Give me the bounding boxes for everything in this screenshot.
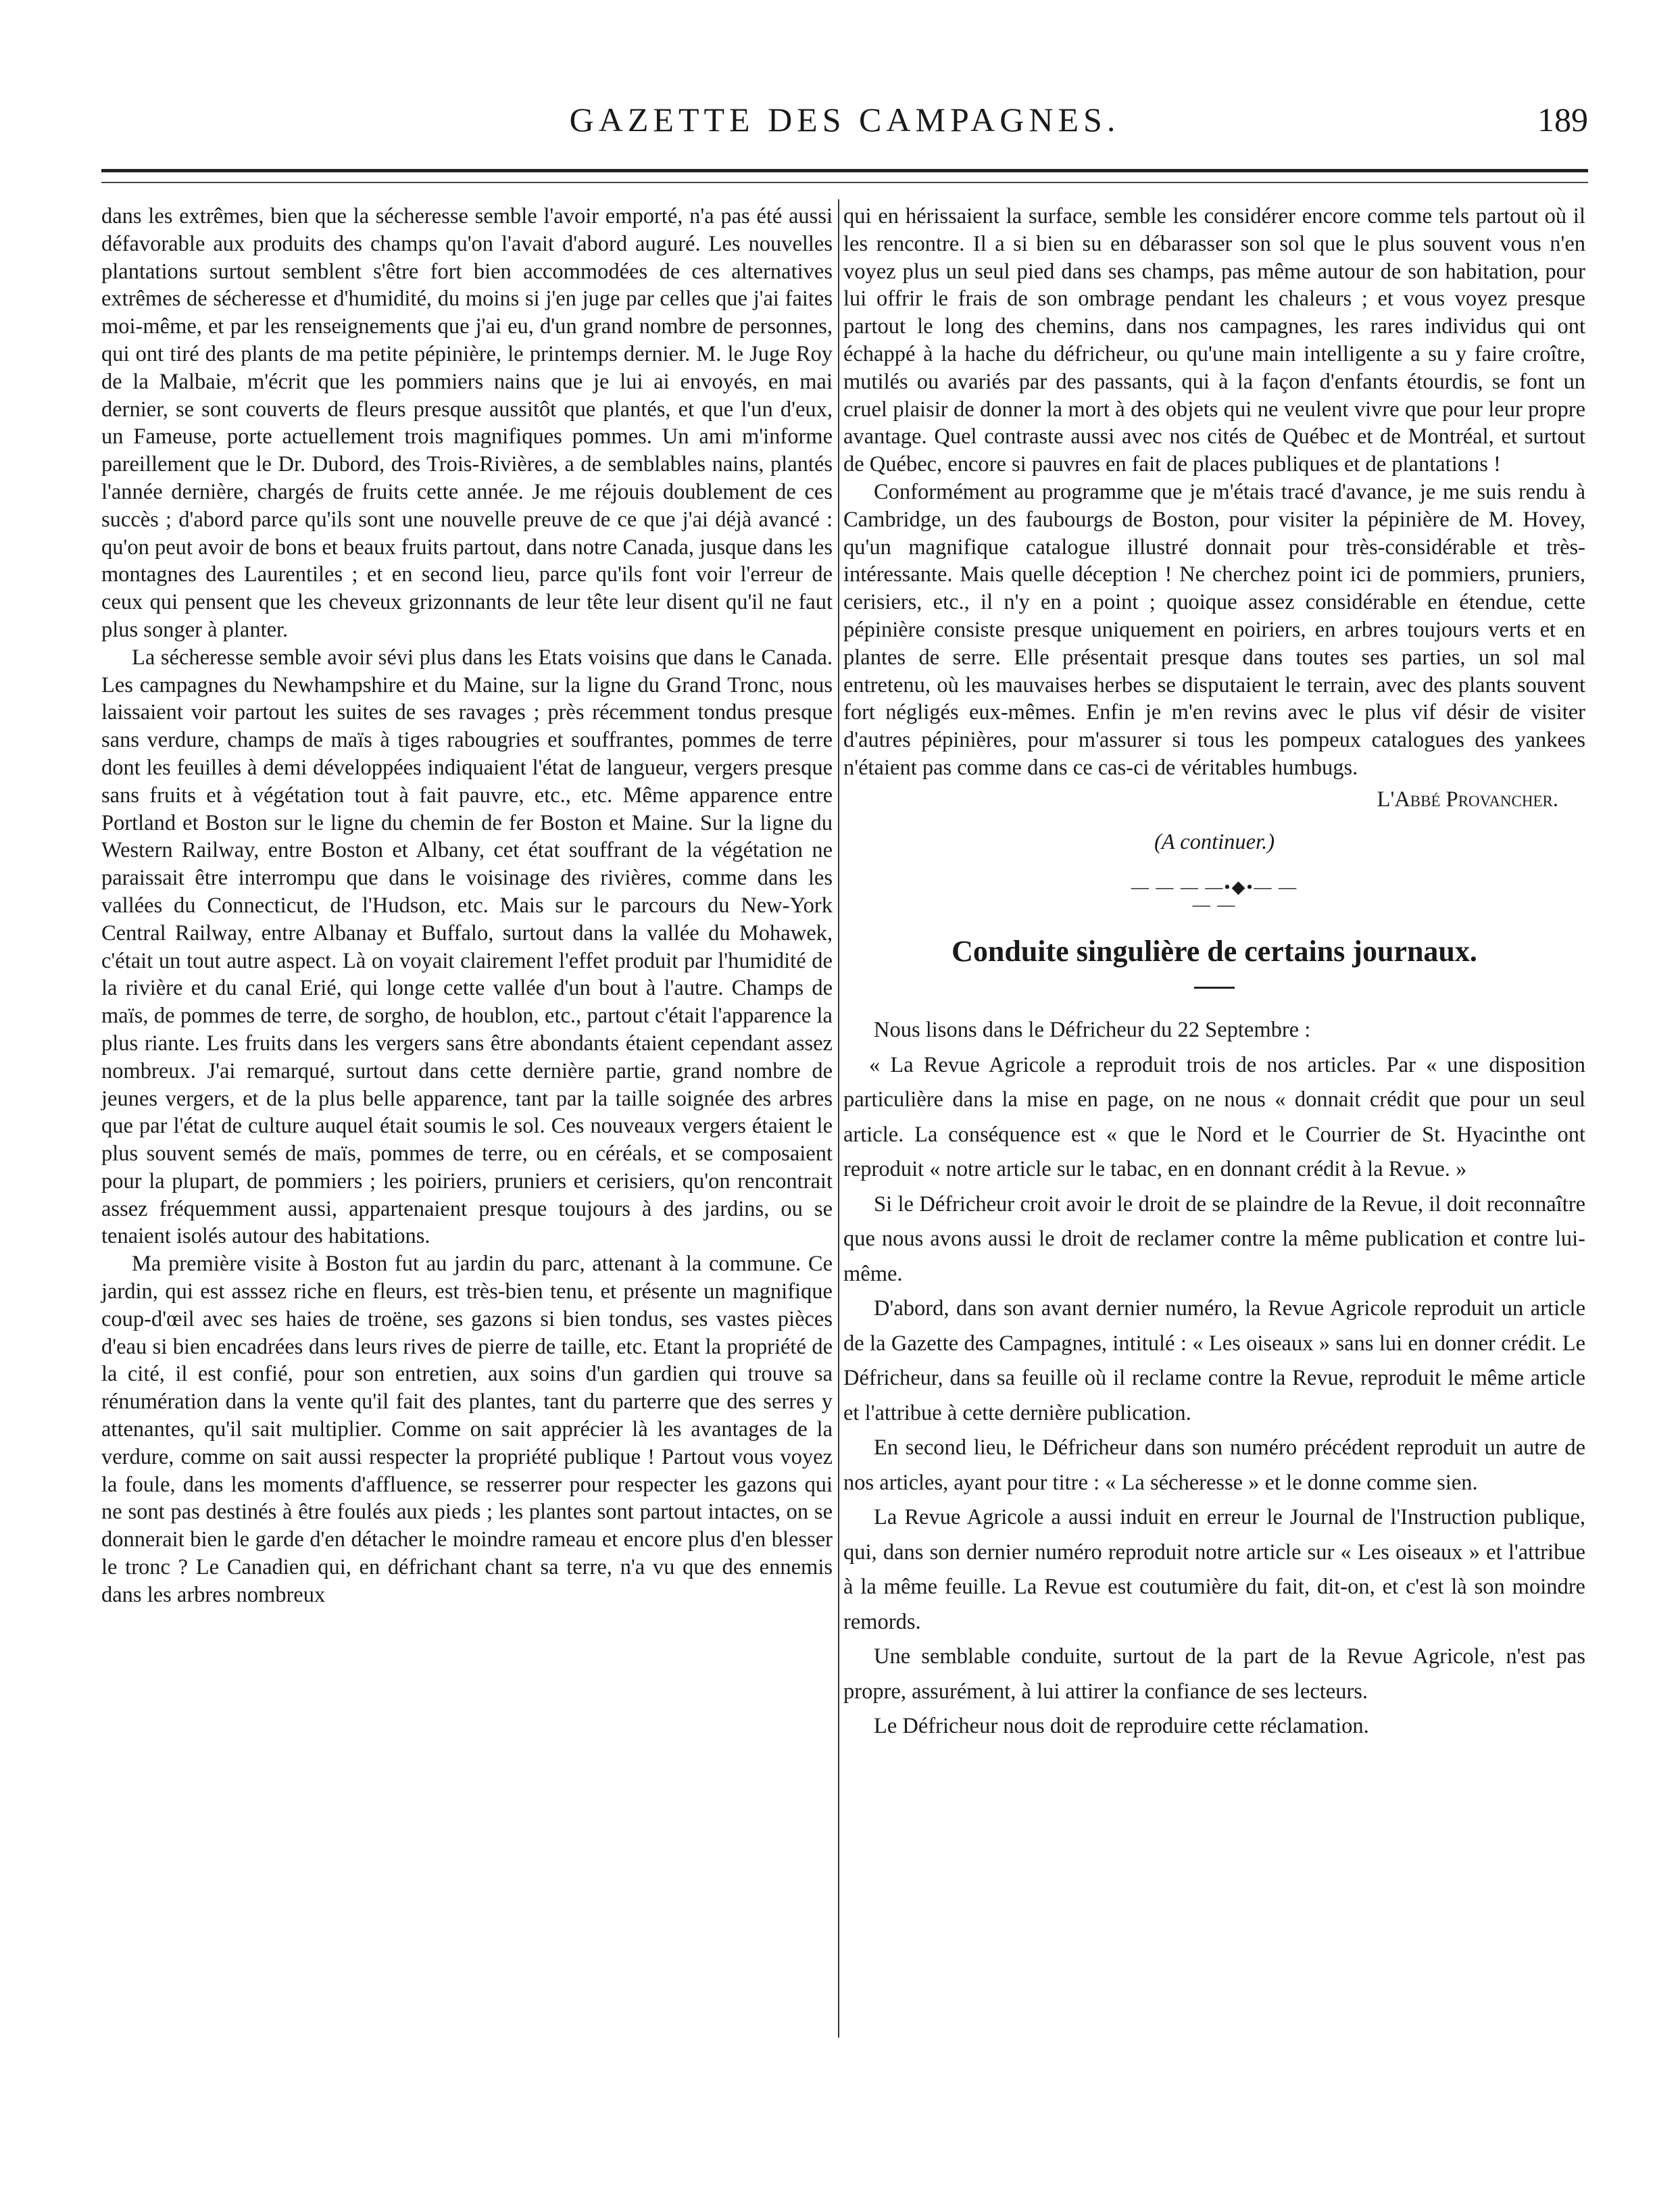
left-column — [101, 203, 833, 1609]
article-body — [843, 1013, 1585, 1744]
paragraph: Une semblable conduite, surtout de la part de la Revue Agricole, n'est pas propre, assurément, à lui attirer la confiance de ses lecteurs. — [843, 1644, 1585, 1704]
column-divider — [838, 199, 839, 2038]
to-be-continued-note: (A continuer.) — [1154, 829, 1275, 854]
title-dash — [1194, 987, 1235, 989]
paragraph: Si le Défricheur croit avoir le droit de se plaindre de la Revue, il doit reconnaître que nous avons aussi le droit de reclamer contre la même publication et contre lui-même. — [843, 1191, 1585, 1286]
paragraph: Le Défricheur nous doit de reproduire cette réclamation. — [874, 1714, 1369, 1739]
paragraph: En second lieu, le Défricheur dans son numéro précédent reproduit un autre de nos articles, ayant pour titre : « La sécheresse » et le donne comme sien. — [843, 1435, 1585, 1495]
paragraph: qui en hérissaient la surface, semble les considérer encore comme tels partout où il les rencontre. Il a si bien su en débarasser son sol que le plus souvent vous n'en voyez plus un seul pied dans ses champs, pas même autour de son habitation, pour lui offrir le frais de son ombrage pendant les chaleurs ; et vous voyez presque partout le long des chemins, dans nos campagnes, les rares individus qui ont échappé à la hache du défricheur, ou qu'une main intelligente a su y faire croître, mutilés ou avariés par des passants, qui à la façon d'enfants étourdis, se font un cruel plaisir de donner la mort à des objets qui ne veulent vivre que pour leur propre avantage. Quel contraste aussi avec nos cités de Québec et de Montréal, et surtout de Québec, encore si pauvres en fait de places publiques et de plantations ! — [843, 204, 1585, 477]
section-ornament: — — — —•◆•— — — — — [1131, 877, 1298, 915]
paragraph: La Revue Agricole a aussi induit en erreur le Journal de l'Instruction publique, qui, dans son dernier numéro reproduit notre article sur « Les oiseaux » et l'attribue à la même feuille. La Revue est coutumière du fait, dit-on, et c'est là son moindre remords. — [843, 1505, 1585, 1634]
author-signature: L'Abbé Provancher. — [1377, 787, 1558, 812]
running-head — [101, 100, 1588, 154]
right-column — [843, 203, 1585, 1744]
header-rule — [101, 169, 1588, 183]
paragraph: dans les extrêmes, bien que la sécheresse semble l'avoir emporté, n'a pas été aussi défavorable aux produits des champs qu'on l'avait d'abord auguré. Les nouvelles plantations surtout semblent s'être fort bien accommodées de ces alternatives extrêmes de sécheresse et d'humidité, du moins si j'en juge par celles que j'ai faites moi-même, et par les renseignements que j'ai eu, d'un grand nombre de personnes, qui ont tiré des plants de ma petite pépinière, le printemps dernier. M. le Juge Roy de la Malbaie, m'écrit que les pommiers nains que je lui ai envoyés, en mai dernier, se sont couverts de fleurs presque aussitôt que plantés, et que l'un d'eux, un Fameuse, porte actuellement trois magnifiques pommes. Un ami m'informe pareillement que le Dr. Dubord, des Trois-Rivières, a de semblables nains, plantés l'année dernière, chargés de fruits cette année. Je me réjouis doublement de ces succès ; d'abord parce qu'ils sont une nouvelle preuve de ce que j'ai déjà avancé : qu'on peut avoir de bons et beaux fruits partout, dans notre Canada, jusque dans les montagnes des Laurentiles ; et en second lieu, parce qu'ils font voir l'erreur de ceux qui pensent que les cheveux grizonnants de leur tête leur disent qu'il ne faut plus songer à planter. — [101, 204, 833, 642]
article-title: Conduite singulière de certains journaux. — [952, 935, 1477, 968]
paragraph: D'abord, dans son avant dernier numéro, la Revue Agricole reproduit un article de la Gazette des Campagnes, intitulé : « Les oiseaux » sans lui en donner crédit. Le Défricheur, dans sa feuille où il reclame contre la Revue, reproduit le même article et l'attribue à cette dernière publication. — [843, 1296, 1585, 1425]
running-title: GAZETTE DES CAMPAGNES. — [569, 101, 1120, 139]
quoted-paragraph: « La Revue Agricole a reproduit trois de nos articles. Par « une disposition particulière dans la mise en page, on ne nous « donnait crédit que pour un seul article. La conséquence est « que le Nord et le Courrier de St. Hyacinthe ont reproduit « notre article sur le tabac, en en donnant crédit à la Revue. » — [843, 1052, 1585, 1182]
page-number: 189 — [1537, 101, 1588, 139]
paragraph: Conformément au programme que je m'étais tracé d'avance, je me suis rendu à Cambridge, un des faubourgs de Boston, pour visiter la pépinière de M. Hovey, qu'un magnifique catalogue illustré donnait pour très-considérable et très-intéressante. Mais quelle déception ! Ne cherchez point ici de pommiers, pruniers, cerisiers, etc., il n'y en a point ; quoique assez considérable en étendue, cette pépinière consiste presque uniquement en poiriers, en arbres toujours verts et en plantes de serre. Elle présentait presque dans toutes ses parties, un sol mal entretenu, où les mauvaises herbes se disputaient le terrain, avec des plants souvent fort négligés eux-mêmes. Enfin je m'en revins avec le plus vif désir de visiter d'autres pépinières, pour m'assurer si tous les pompeux catalogues des yankees n'étaient pas comme dans ce cas-ci de véritables humbugs. — [843, 479, 1585, 780]
paragraph: La sécheresse semble avoir sévi plus dans les Etats voisins que dans le Canada. Les campagnes du Newhampshire et du Maine, sur la ligne du Grand Tronc, nous laissaient voir partout les suites de ses ravages ; près récemment tondus presque sans verdure, champs de maïs à tiges rabougries et souffrantes, pommes de terre dont les feuilles à demi développées indiquaient l'état de langueur, vergers presque sans fruits et à végétation tout à fait pauvre, etc., etc. Même apparence entre Portland et Boston sur le ligne du chemin de fer Boston et Maine. Sur la ligne du Western Railway, entre Boston et Albany, cet état souffrant de la végétation ne paraissait être interrompu que dans le voisinage des rivières, comme dans les vallées du Connecticut, de l'Hudson, etc. Mais sur le parcours du New-York Central Railway, entre Albanay et Buffalo, surtout dans la vallée du Mohawek, c'était un tout autre aspect. Là on voyait clairement l'effet produit par l'humidité de la rivière et du canal Erié, qui longe cette vallée d'un bout à l'autre. Champs de maïs, de pommes de terre, de sorgho, de houblon, etc., partout c'était l'apparence la plus riante. Les fruits dans les vergers sans être abondants étaient cependant assez nombreux. J'ai remarqué, surtout dans cette dernière partie, grand nombre de jeunes vergers, et de la plus belle apparence, tant par la taille soignée des arbres que par l'état de culture auquel était soumis le sol. Ces nouveaux vergers étaient le plus souvent semés de maïs, pommes de terre, ou en céréals, et se composaient pour la plupart, de pommiers ; les poiriers, pruniers et cerisiers, qu'on rencontrait assez fréquemment aussi, appartenaient presque toujours à des jardins, ou se tenaient isolés autour des habitations. — [101, 645, 833, 1249]
paragraph: Nous lisons dans le Défricheur du 22 Septembre : — [874, 1018, 1311, 1043]
paragraph: Ma première visite à Boston fut au jardin du parc, attenant à la commune. Ce jardin, qui est asssez riche en fleurs, est très-bien tenu, et présente un magnifique coup-d'œil avec ses haies de troëne, ses gazons si bien tondus, ses vastes pièces d'eau si bien encadrées dans leurs rives de pierre de taille, etc. Etant la propriété de la cité, il est confié, pour son entretien, aux soins d'un gardien qui trouve sa rénumération dans la vente qu'il fait des plantes, tant du parterre que des serres y attenantes, qu'il sait multiplier. Comme on sait apprécier là les avantages de la verdure, comme on sait aussi respecter la propriété publique ! Partout vous voyez la foule, dans les moments d'affluence, se resserrer pour respecter les gazons qui ne sont pas destinés à être foulés aux pieds ; les plantes sont partout intactes, on se donnerait bien le garde d'en détacher le moindre rameau et encore plus d'en blesser le tronc ? Le Canadien qui, en défrichant chant sa terre, n'a vu que des ennemis dans les arbres nombreux — [101, 1252, 833, 1607]
